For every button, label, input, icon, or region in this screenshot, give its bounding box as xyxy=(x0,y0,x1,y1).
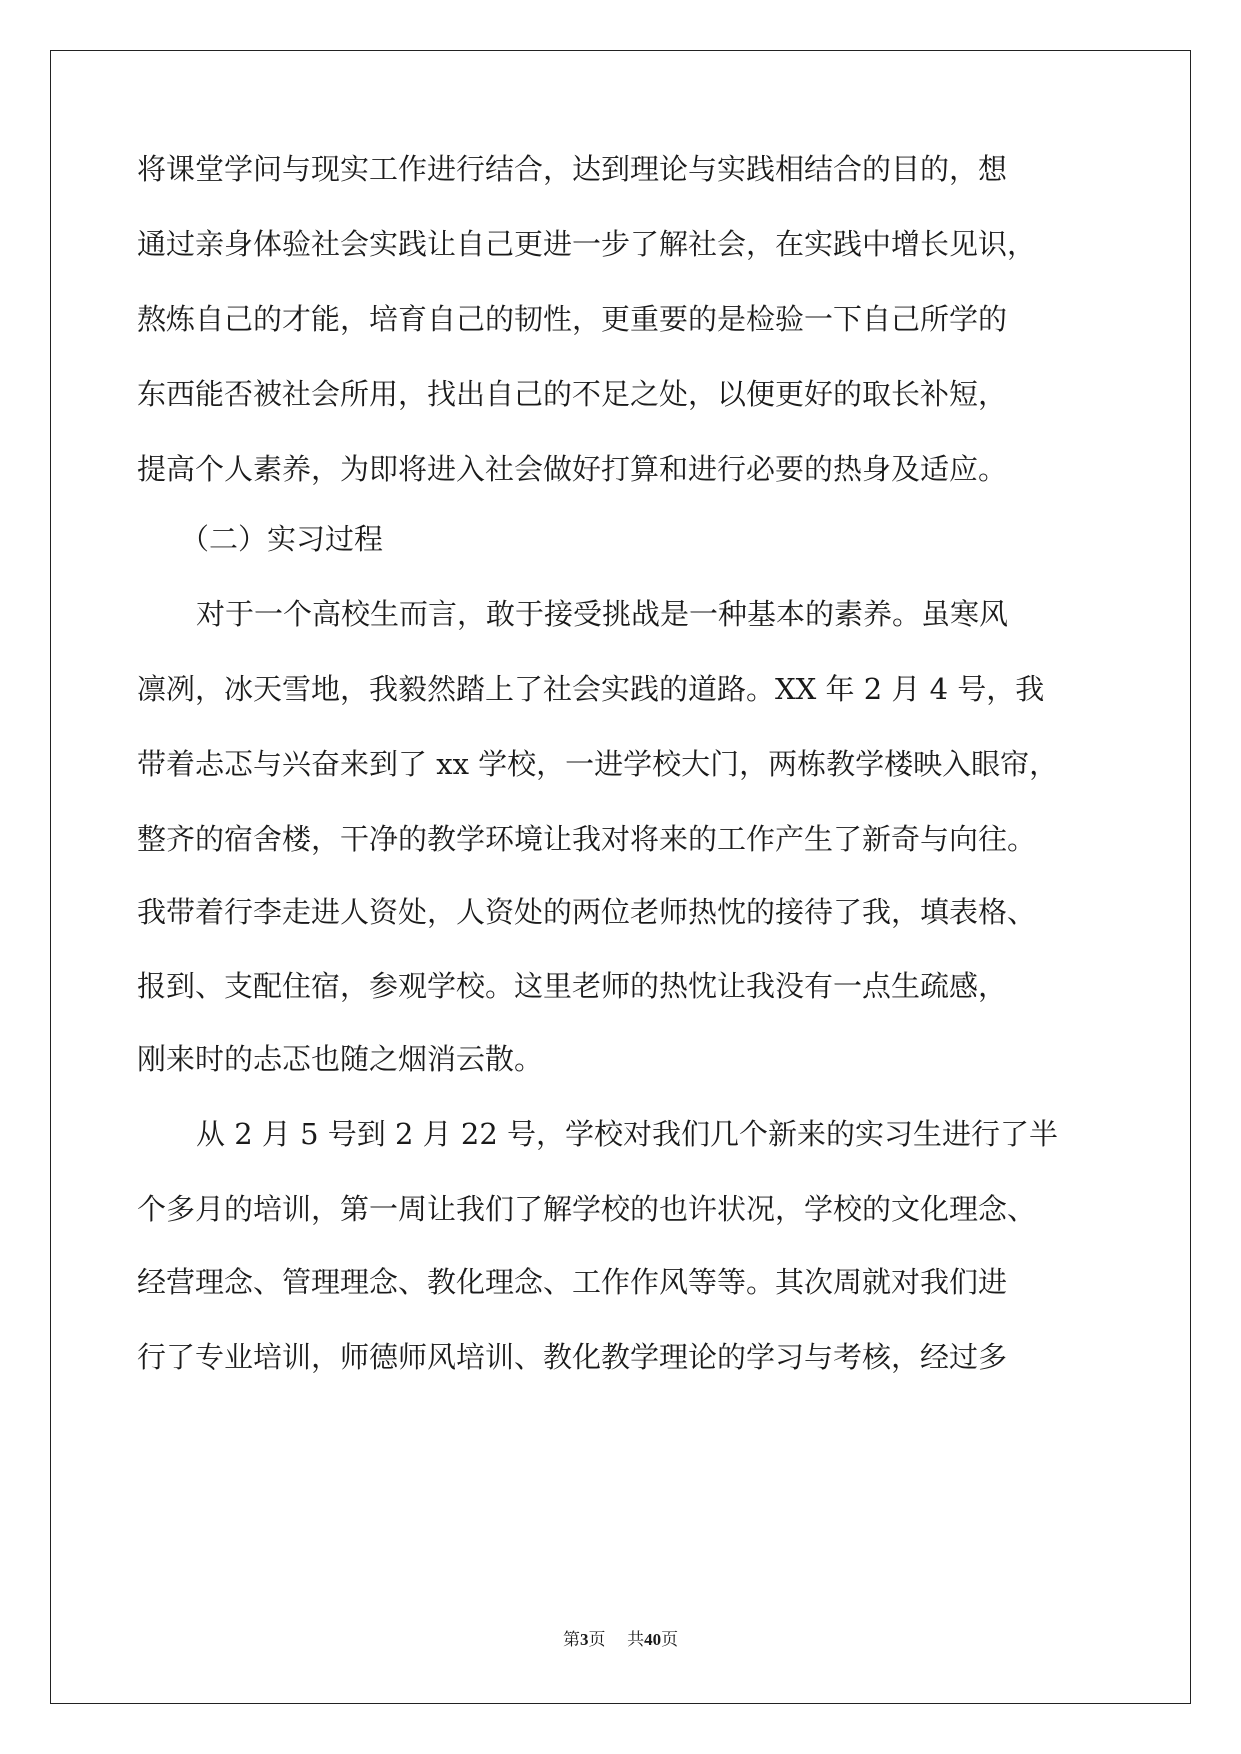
body-line-13: 刚来时的忐忑也随之烟消云散。 xyxy=(137,1042,544,1076)
body-line-2: 通过亲身体验社会实践让自己更进一步了解社会，在实践中增长见识， xyxy=(137,227,1037,261)
body-line-4: 东西能否被社会所用，找出自己的不足之处，以便更好的取长补短， xyxy=(137,377,1008,411)
footer-page-suffix: 页 xyxy=(588,1630,606,1650)
body-line-16: 经营理念、管理理念、教化理念、工作作风等等。其次周就对我们进 xyxy=(137,1265,1008,1299)
body-line-5: 提高个人素养，为即将进入社会做好打算和进行必要的热身及适应。 xyxy=(137,452,1008,486)
body-line-9: 带着忐忑与兴奋来到了 xx 学校，一进学校大门，两栋教学楼映入眼帘， xyxy=(137,747,1059,781)
footer-page-prefix: 第 xyxy=(562,1630,580,1650)
body-line-14: 从 2 月 5 号到 2 月 22 号，学校对我们几个新来的实习生进行了半 xyxy=(196,1117,1059,1151)
body-line-15: 个多月的培训，第一周让我们了解学校的也许状况，学校的文化理念、 xyxy=(137,1192,1037,1226)
body-line-3: 熬炼自己的才能，培育自己的韧性，更重要的是检验一下自己所学的 xyxy=(137,302,1008,336)
body-line-11: 我带着行李走进人资处，人资处的两位老师热忱的接待了我，填表格、 xyxy=(137,895,1037,929)
footer-total-number: 40 xyxy=(644,1630,662,1649)
body-line-10: 整齐的宿舍楼，干净的教学环境让我对将来的工作产生了新奇与向往。 xyxy=(137,822,1037,856)
page-frame xyxy=(50,50,1191,1704)
body-line-7: 对于一个高校生而言，敢于接受挑战是一种基本的素养。虽寒风 xyxy=(196,597,1009,631)
body-line-17: 行了专业培训，师德师风培训、教化教学理论的学习与考核，经过多 xyxy=(137,1340,1008,1374)
body-line-1: 将课堂学问与现实工作进行结合，达到理论与实践相结合的目的，想 xyxy=(137,152,1008,186)
page-footer xyxy=(0,1625,1241,1650)
footer-total-prefix: 共 xyxy=(627,1630,645,1650)
footer-total-suffix: 页 xyxy=(661,1630,679,1650)
footer-page-number: 3 xyxy=(579,1630,589,1649)
section-heading: （二）实习过程 xyxy=(180,522,384,556)
body-line-12: 报到、支配住宿，参观学校。这里老师的热忱让我没有一点生疏感， xyxy=(137,969,1008,1003)
body-line-8: 凛冽，冰天雪地，我毅然踏上了社会实践的道路。XX 年 2 月 4 号，我 xyxy=(137,672,1045,706)
